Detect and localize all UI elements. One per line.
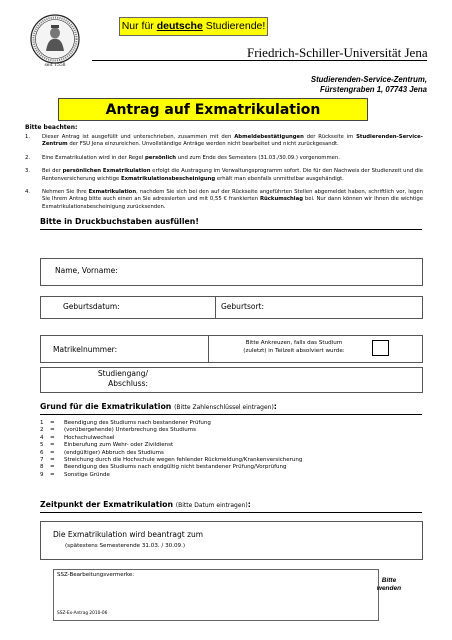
note-item — [25, 168, 423, 182]
ssz-label: SSZ-Bearbeitungsvermerke: — [57, 572, 135, 578]
please-turn-over — [364, 577, 414, 593]
reason-item: 7 = Streichung durch die Hochschule wegen fehlender Rückmeldung/Krankenversicherung — [40, 457, 303, 464]
note-item — [25, 134, 423, 148]
reason-divider — [40, 414, 422, 415]
office-address — [311, 75, 427, 95]
address-line-1: Studierenden-Service-Zentrum, — [310, 75, 427, 84]
university-name: Friedrich-Schiller-Universität Jena — [247, 45, 428, 60]
date-heading-text: Zeitpunkt der Exmatrikulation — [40, 500, 174, 509]
reason-hint: (Bitte Zahlenschlüssel eintragen) — [174, 404, 274, 411]
note-text: Eine Exmatrikulation wird in der Regel persönlich und zum Ende des Semesters (31.03./30.09.) vorgenommen. — [42, 154, 340, 161]
banner-prefix: Nur für — [121, 20, 157, 32]
banner-suffix: Studierende! — [202, 20, 266, 32]
matrikel-label: Matrikelnummer: — [53, 345, 118, 354]
notes-list — [25, 134, 423, 217]
reason-heading — [40, 402, 277, 411]
parttime-note — [222, 340, 366, 355]
reason-item: 8 = Beendigung des Studiums nach endgültig nicht bestandener Prüfung/Vorprüfung — [40, 464, 287, 471]
reason-item: 5 = Einberufung zum Wehr- oder Zivildienst — [40, 442, 174, 449]
date-heading — [40, 500, 251, 509]
address-line-2: Fürstengraben 1, 07743 Jena — [319, 85, 427, 94]
note-number: 1. — [25, 134, 31, 140]
reason-code-field[interactable] — [368, 420, 422, 476]
birthdate-label: Geburtsdatum: — [63, 302, 120, 311]
matrikel-divider — [208, 335, 209, 363]
birthplace-field[interactable] — [272, 298, 421, 317]
note-number: 4. — [25, 189, 31, 196]
form-code: SSZ-Ex-Antrag 2010-06 — [57, 611, 108, 616]
reason-heading-text: Grund für die Exmatrikulation — [40, 402, 172, 411]
seal-caption: seit 1558 — [44, 63, 66, 68]
german-students-only-banner — [119, 17, 268, 36]
studiengang-label-line-1: Studiengang/ — [97, 369, 148, 378]
date-hint: (Bitte Datum eintragen) — [175, 502, 248, 509]
turn-line-2: wenden — [376, 585, 402, 592]
parttime-note-line-2: (zuletzt) in Teilzeit absolviert wurde: — [243, 347, 345, 354]
deadline-note: (spätestens Semesterende 31.03. / 30.09.) — [65, 543, 186, 549]
header-divider — [92, 60, 427, 61]
reason-code-list — [40, 420, 302, 479]
reason-item: 6 = (endgültiger) Abbruch des Studiums — [40, 449, 164, 456]
form-title: Antrag auf Exmatrikulation — [58, 98, 368, 121]
studiengang-label — [52, 369, 148, 389]
reason-item: 2 = (vorübergehende) Unterbrechung des Studiums — [40, 427, 196, 434]
note-number: 3. — [25, 168, 31, 175]
birthdate-field[interactable] — [128, 298, 214, 317]
exmatriculation-date-field[interactable] — [40, 521, 423, 560]
date-divider — [40, 512, 422, 513]
parttime-note-line-1: Bitte Ankreuzen, falls das Studium — [245, 340, 343, 346]
reason-heading-colon: : — [273, 402, 277, 411]
note-text: Dieser Antrag ist ausgefüllt und unterschrieben, zusammen mit den Abmeldebestätigungen der Rückseite im Studierenden-Service-Zentrum der FSU Jena einzureichen. Unvollständige Anträge werden nicht bearbeitet und nicht zurückgesandt. — [42, 134, 423, 148]
banner-emphasis: deutsche — [156, 20, 203, 32]
date-heading-colon: : — [247, 500, 251, 509]
studiengang-label-line-2: Abschluss: — [108, 379, 148, 388]
fill-in-heading: Bitte in Druckbuchstaben ausfüllen! — [40, 217, 199, 226]
note-number: 2. — [25, 154, 31, 161]
note-text: Nehmen Sie Ihre Exmatrikulation, nachdem Sie sich bei den auf der Rückseite angeführten Stellen abgemeldet haben, schriftlich vor, legen Sie Ihrem Antrag bitte auch einen an Sie adressierten und mit 0,55 € frankierten Rückumschlag bei. Nur dann können wir Ihnen die wichtige Exmatrikulationsbescheinigung zurücksenden. — [42, 189, 423, 210]
fill-in-divider — [40, 229, 422, 230]
turn-line-1: Bitte — [381, 577, 397, 584]
reason-item: 9 = Sonstige Gründe — [40, 471, 110, 478]
note-item — [25, 189, 423, 211]
note-text: Bei der persönlichen Exmatrikulation erfolgt die Austragung im Verwaltungsprogramm sofort. Die für den Nachweis der Studienzeit und die Rentenversicherung wichtige Exmatrikulationsbescheinigung erhält man ebenfalls unmittelbar ausgehändigt. — [42, 168, 423, 182]
parttime-checkbox[interactable] — [372, 340, 389, 356]
matrikel-field[interactable] — [128, 337, 206, 361]
note-item — [25, 155, 423, 162]
notes-heading: Bitte beachten: — [25, 124, 78, 131]
reason-item: 4 = Hochschulwechsel — [40, 434, 115, 441]
birthplace-label: Geburtsort: — [221, 302, 265, 311]
university-seal-logo — [30, 14, 80, 64]
reason-item: 1 = Beendigung des Studiums nach bestandener Prüfung — [40, 420, 211, 426]
name-label: Name, Vorname: — [55, 266, 118, 275]
request-label: Die Exmatrikulation wird beantragt zum — [53, 530, 204, 539]
birth-divider — [215, 296, 216, 319]
